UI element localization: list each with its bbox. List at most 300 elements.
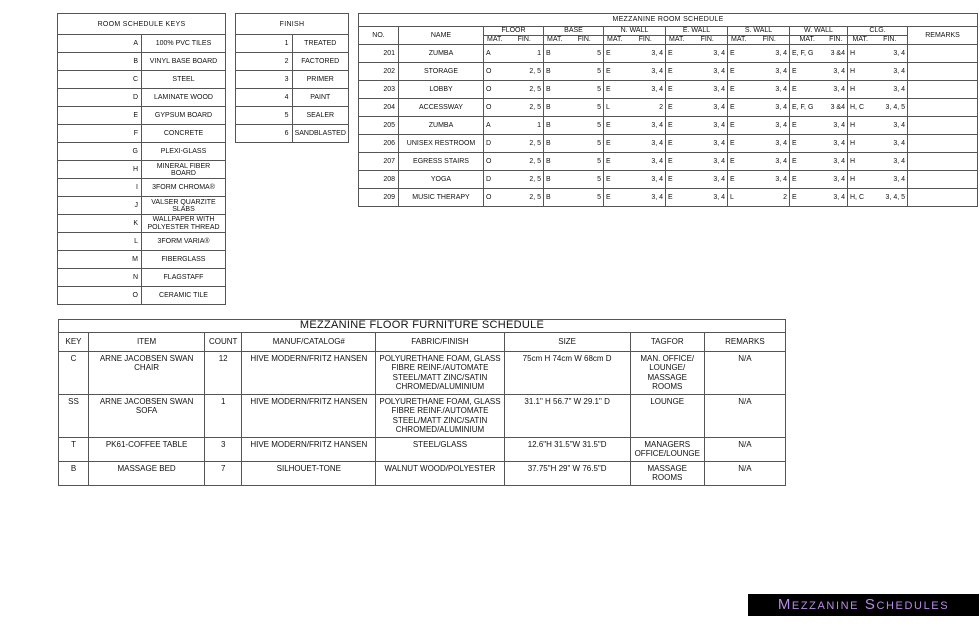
- room-material: H, C: [848, 189, 873, 207]
- finish-code: 4: [236, 89, 293, 107]
- room-schedule-header: S. WALL: [728, 27, 790, 36]
- room-finish: 3, 4: [626, 81, 666, 99]
- room-schedule-keys-table: [57, 13, 226, 305]
- room-material: O: [484, 189, 506, 207]
- room-schedule-header: N. WALL: [604, 27, 666, 36]
- finish-code: 3: [236, 71, 293, 89]
- page-title-badge: Mezzanine Schedules: [748, 594, 979, 616]
- room-material: B: [544, 171, 566, 189]
- room-key-code: B: [58, 53, 142, 71]
- room-schedule-header: REMARKS: [908, 27, 978, 45]
- room-schedule-row: [359, 135, 978, 153]
- room-remarks: [908, 99, 978, 117]
- room-material: E: [728, 171, 750, 189]
- room-schedule-sub-mat: MAT.: [728, 36, 750, 45]
- room-schedule-sub-fin: FIN.: [688, 36, 728, 45]
- room-finish: 5: [566, 63, 604, 81]
- furniture-count: 3: [205, 437, 242, 461]
- room-schedule-sub-fin: FIN.: [626, 36, 666, 45]
- room-schedule-sub-mat: MAT.: [666, 36, 688, 45]
- room-key-row: [58, 125, 226, 143]
- room-material: E: [728, 63, 750, 81]
- finish-value: PRIMER: [292, 71, 349, 89]
- room-material: E: [790, 135, 825, 153]
- room-material: H: [848, 135, 873, 153]
- room-schedule-header: E. WALL: [666, 27, 728, 36]
- furniture-manuf: HIVE MODERN/FRITZ HANSEN: [242, 437, 376, 461]
- furniture-manuf: SILHOUET-TONE: [242, 461, 376, 485]
- finish-value: TREATED: [292, 35, 349, 53]
- room-material: H: [848, 63, 873, 81]
- room-material: E: [666, 45, 688, 63]
- room-key-row: [58, 35, 226, 53]
- room-keys-body: [58, 35, 226, 305]
- finish-code: 2: [236, 53, 293, 71]
- room-material: H: [848, 45, 873, 63]
- room-schedule-sub-fin: FIN.: [873, 36, 908, 45]
- room-finish: 5: [566, 117, 604, 135]
- room-finish: 3, 4: [626, 63, 666, 81]
- furniture-row: [59, 394, 786, 437]
- room-finish: 3, 4: [825, 81, 848, 99]
- room-finish: 2, 5: [506, 189, 544, 207]
- room-material: O: [484, 81, 506, 99]
- finish-code: 1: [236, 35, 293, 53]
- room-key-value: STEEL: [142, 71, 226, 89]
- room-finish: 3, 4: [750, 81, 790, 99]
- furniture-remarks: N/A: [704, 461, 785, 485]
- room-key-code: K: [58, 215, 142, 233]
- finish-code: 5: [236, 107, 293, 125]
- room-remarks: [908, 117, 978, 135]
- room-finish: 3, 4: [873, 81, 908, 99]
- room-finish: 2: [626, 99, 666, 117]
- room-material: E: [790, 81, 825, 99]
- furniture-tagfor: LOUNGE: [630, 394, 704, 437]
- room-material: E: [604, 117, 626, 135]
- furniture-size: 31.1" H 56.7" W 29.1" D: [504, 394, 630, 437]
- room-finish: 3, 4: [688, 63, 728, 81]
- finish-value: FACTORED: [292, 53, 349, 71]
- room-key-row: [58, 287, 226, 305]
- room-key-row: [58, 233, 226, 251]
- room-material: E: [666, 135, 688, 153]
- room-material: L: [604, 99, 626, 117]
- room-finish: 3 &4: [825, 45, 848, 63]
- room-finish: 3, 4: [750, 135, 790, 153]
- room-material: E: [790, 171, 825, 189]
- room-schedule-sub-fin: FIN.: [566, 36, 604, 45]
- room-schedule-header-row: [359, 27, 978, 36]
- finish-value: SEALER: [292, 107, 349, 125]
- room-material: D: [484, 171, 506, 189]
- room-finish: 5: [566, 99, 604, 117]
- furniture-row: [59, 351, 786, 394]
- room-material: D: [484, 135, 506, 153]
- room-schedule-row: [359, 153, 978, 171]
- room-material: E: [728, 99, 750, 117]
- room-finish: 3, 4: [750, 63, 790, 81]
- room-finish: 3, 4, 5: [873, 189, 908, 207]
- room-remarks: [908, 45, 978, 63]
- room-material: E: [604, 81, 626, 99]
- room-finish: 3, 4: [688, 189, 728, 207]
- furniture-body: [59, 351, 786, 485]
- room-key-value: 100% PVC TILES: [142, 35, 226, 53]
- room-finish: 3, 4: [873, 63, 908, 81]
- furniture-manuf: HIVE MODERN/FRITZ HANSEN: [242, 394, 376, 437]
- room-number: 206: [359, 135, 399, 153]
- room-material: E: [728, 135, 750, 153]
- room-material: O: [484, 153, 506, 171]
- furniture-fabric: POLYURETHANE FOAM, GLASS FIBRE REINF./AUTOMATE STEEL/MATT ZINC/SATIN CHROMED/ALUMINIUM: [376, 394, 504, 437]
- room-material: B: [544, 45, 566, 63]
- room-schedule-row: [359, 81, 978, 99]
- room-key-code: H: [58, 161, 142, 179]
- furniture-remarks: N/A: [704, 351, 785, 394]
- room-material: L: [728, 189, 750, 207]
- room-key-code: E: [58, 107, 142, 125]
- room-schedule-sub-mat: MAT.: [604, 36, 626, 45]
- finish-code: 6: [236, 125, 293, 143]
- furniture-fabric: POLYURETHANE FOAM, GLASS FIBRE REINF./AUTOMATE STEEL/MATT ZINC/SATIN CHROMED/ALUMINIUM: [376, 351, 504, 394]
- room-key-code: M: [58, 251, 142, 269]
- room-schedule-row: [359, 99, 978, 117]
- furniture-count: 1: [205, 394, 242, 437]
- room-material: E: [666, 117, 688, 135]
- room-material: B: [544, 135, 566, 153]
- room-key-code: L: [58, 233, 142, 251]
- room-schedule-sub-mat: MAT.: [848, 36, 873, 45]
- room-remarks: [908, 153, 978, 171]
- room-finish: 3 &4: [825, 99, 848, 117]
- room-name: STORAGE: [399, 63, 484, 81]
- furniture-header: MANUF/CATALOG#: [242, 332, 376, 351]
- room-material: E: [666, 153, 688, 171]
- room-key-code: N: [58, 269, 142, 287]
- furniture-header: KEY: [59, 332, 89, 351]
- furniture-item: PK61-COFFEE TABLE: [89, 437, 205, 461]
- room-key-row: [58, 53, 226, 71]
- room-name: ACCESSWAY: [399, 99, 484, 117]
- room-material: B: [544, 63, 566, 81]
- room-name: ZUMBA: [399, 117, 484, 135]
- room-key-value: LAMINATE WOOD: [142, 89, 226, 107]
- room-schedule-body: [359, 45, 978, 207]
- room-schedule-header: FLOOR: [484, 27, 544, 36]
- room-material: E: [666, 81, 688, 99]
- room-finish: 3, 4: [750, 153, 790, 171]
- room-finish: 5: [566, 153, 604, 171]
- room-schedule-row: [359, 189, 978, 207]
- room-number: 209: [359, 189, 399, 207]
- room-key-row: [58, 89, 226, 107]
- room-finish: 2, 5: [506, 81, 544, 99]
- room-material: B: [544, 117, 566, 135]
- furniture-schedule-title: MEZZANINE FLOOR FURNITURE SCHEDULE: [59, 320, 786, 333]
- furniture-item: MASSAGE BED: [89, 461, 205, 485]
- room-number: 205: [359, 117, 399, 135]
- furniture-header: SIZE: [504, 332, 630, 351]
- room-finish: 3, 4: [825, 117, 848, 135]
- room-material: E: [604, 45, 626, 63]
- room-name: MUSIC THERAPY: [399, 189, 484, 207]
- finish-row: [236, 89, 349, 107]
- room-finish: 1: [506, 45, 544, 63]
- room-key-code: O: [58, 287, 142, 305]
- finish-body: [236, 35, 349, 143]
- furniture-header: TAGFOR: [630, 332, 704, 351]
- room-remarks: [908, 63, 978, 81]
- room-key-row: [58, 143, 226, 161]
- furniture-key: SS: [59, 394, 89, 437]
- room-schedule-sub-mat: MAT.: [544, 36, 566, 45]
- furniture-size: 37.75"H 29" W 76.5"D: [504, 461, 630, 485]
- room-schedule-sub-fin: FIN.: [506, 36, 544, 45]
- room-material: A: [484, 117, 506, 135]
- room-key-code: A: [58, 35, 142, 53]
- room-finish: 3, 4: [825, 153, 848, 171]
- room-schedule-row: [359, 63, 978, 81]
- furniture-tagfor: MASSAGE ROOMS: [630, 461, 704, 485]
- furniture-tagfor: MAN. OFFICE/ LOUNGE/ MASSAGE ROOMS: [630, 351, 704, 394]
- room-key-value: WALLPAPER WITH POLYESTER THREAD: [142, 215, 226, 233]
- room-material: E: [666, 189, 688, 207]
- room-schedule-header: NAME: [399, 27, 484, 45]
- finish-row: [236, 107, 349, 125]
- room-keys-title: ROOM SCHEDULE KEYS: [58, 14, 226, 35]
- furniture-key: T: [59, 437, 89, 461]
- room-material: E: [604, 153, 626, 171]
- room-finish: 3, 4: [825, 189, 848, 207]
- room-name: ZUMBA: [399, 45, 484, 63]
- room-number: 203: [359, 81, 399, 99]
- room-number: 208: [359, 171, 399, 189]
- furniture-row: [59, 437, 786, 461]
- room-finish: 3, 4: [626, 135, 666, 153]
- room-finish: 3, 4: [688, 135, 728, 153]
- room-finish: 3, 4: [873, 117, 908, 135]
- room-material: O: [484, 99, 506, 117]
- room-finish: 3, 4: [750, 171, 790, 189]
- furniture-remarks: N/A: [704, 437, 785, 461]
- furniture-header-row: [59, 332, 786, 351]
- room-finish: 2, 5: [506, 63, 544, 81]
- furniture-schedule-table: [58, 319, 786, 486]
- room-schedule-sub-mat: MAT.: [484, 36, 506, 45]
- room-finish: 2, 5: [506, 99, 544, 117]
- room-finish: 2: [750, 189, 790, 207]
- room-key-row: [58, 215, 226, 233]
- room-finish: 2, 5: [506, 135, 544, 153]
- finish-row: [236, 53, 349, 71]
- furniture-key: B: [59, 461, 89, 485]
- room-material: E: [790, 189, 825, 207]
- finish-value: SANDBLASTED: [292, 125, 349, 143]
- room-material: E, F, G: [790, 45, 825, 63]
- room-key-row: [58, 179, 226, 197]
- room-schedule-sub-fin: FIN.: [825, 36, 848, 45]
- room-key-row: [58, 161, 226, 179]
- room-finish: 3, 4: [626, 171, 666, 189]
- furniture-size: 12.6"H 31.5"W 31.5"D: [504, 437, 630, 461]
- finish-row: [236, 125, 349, 143]
- room-schedule-row: [359, 45, 978, 63]
- room-finish: 5: [566, 45, 604, 63]
- room-number: 207: [359, 153, 399, 171]
- room-material: E: [604, 189, 626, 207]
- room-key-code: G: [58, 143, 142, 161]
- room-finish: 5: [566, 135, 604, 153]
- room-key-code: J: [58, 197, 142, 215]
- room-key-value: PLEXI-GLASS: [142, 143, 226, 161]
- room-material: E: [728, 45, 750, 63]
- room-finish: 3, 4: [750, 117, 790, 135]
- room-finish: 3, 4: [626, 45, 666, 63]
- room-finish: 5: [566, 171, 604, 189]
- room-key-value: VALSER QUARZITE SLABS: [142, 197, 226, 215]
- room-name: YOGA: [399, 171, 484, 189]
- room-key-value: 3FORM CHROMA®: [142, 179, 226, 197]
- room-schedule-header: BASE: [544, 27, 604, 36]
- room-schedule-title: MEZZANINE ROOM SCHEDULE: [359, 14, 978, 27]
- room-material: H: [848, 171, 873, 189]
- finish-row: [236, 71, 349, 89]
- room-finish: 3, 4: [873, 171, 908, 189]
- room-key-value: FLAGSTAFF: [142, 269, 226, 287]
- room-schedule-table: [358, 13, 978, 207]
- furniture-header: FABRIC/FINISH: [376, 332, 504, 351]
- furniture-tagfor: MANAGERS OFFICE/LOUNGE: [630, 437, 704, 461]
- room-material: E: [790, 153, 825, 171]
- room-key-row: [58, 71, 226, 89]
- room-key-row: [58, 269, 226, 287]
- room-finish: 3, 4: [688, 45, 728, 63]
- room-schedule-sub-fin: FIN.: [750, 36, 790, 45]
- room-finish: 3, 4: [873, 45, 908, 63]
- room-finish: 3, 4: [688, 153, 728, 171]
- furniture-fabric: STEEL/GLASS: [376, 437, 504, 461]
- room-finish: 3, 4: [825, 63, 848, 81]
- room-number: 202: [359, 63, 399, 81]
- room-finish: 5: [566, 189, 604, 207]
- room-finish: 2, 5: [506, 153, 544, 171]
- room-number: 204: [359, 99, 399, 117]
- room-name: LOBBY: [399, 81, 484, 99]
- room-material: A: [484, 45, 506, 63]
- room-key-value: MINERAL FIBER BOARD: [142, 161, 226, 179]
- room-material: E: [790, 117, 825, 135]
- room-finish: 3, 4: [750, 45, 790, 63]
- room-finish: 2, 5: [506, 171, 544, 189]
- room-material: E: [728, 81, 750, 99]
- finish-title: FINISH: [236, 14, 349, 35]
- room-material: H: [848, 153, 873, 171]
- room-material: E: [728, 153, 750, 171]
- furniture-count: 7: [205, 461, 242, 485]
- room-key-value: 3FORM VARIA®: [142, 233, 226, 251]
- room-material: B: [544, 81, 566, 99]
- furniture-manuf: HIVE MODERN/FRITZ HANSEN: [242, 351, 376, 394]
- room-key-row: [58, 107, 226, 125]
- room-remarks: [908, 171, 978, 189]
- room-material: E: [728, 117, 750, 135]
- room-schedule-header: CLG.: [848, 27, 908, 36]
- room-key-code: C: [58, 71, 142, 89]
- finish-value: PAINT: [292, 89, 349, 107]
- room-finish: 3, 4: [626, 117, 666, 135]
- room-finish: 3, 4: [873, 135, 908, 153]
- room-schedule-row: [359, 117, 978, 135]
- room-key-code: D: [58, 89, 142, 107]
- room-finish: 3, 4, 5: [873, 99, 908, 117]
- furniture-row: [59, 461, 786, 485]
- room-material: E: [604, 63, 626, 81]
- furniture-size: 75cm H 74cm W 68cm D: [504, 351, 630, 394]
- room-key-value: VINYL BASE BOARD: [142, 53, 226, 71]
- finish-table: [235, 13, 349, 143]
- room-key-row: [58, 251, 226, 269]
- room-finish: 1: [506, 117, 544, 135]
- room-number: 201: [359, 45, 399, 63]
- furniture-item: ARNE JACOBSEN SWAN CHAIR: [89, 351, 205, 394]
- room-material: E: [666, 99, 688, 117]
- room-finish: 3, 4: [688, 117, 728, 135]
- room-remarks: [908, 189, 978, 207]
- room-key-code: F: [58, 125, 142, 143]
- room-name: EGRESS STAIRS: [399, 153, 484, 171]
- room-material: H, C: [848, 99, 873, 117]
- room-finish: 3, 4: [626, 189, 666, 207]
- room-key-code: I: [58, 179, 142, 197]
- room-key-value: GYPSUM BOARD: [142, 107, 226, 125]
- furniture-count: 12: [205, 351, 242, 394]
- room-material: O: [484, 63, 506, 81]
- furniture-remarks: N/A: [704, 394, 785, 437]
- room-finish: 3, 4: [688, 81, 728, 99]
- room-schedule-header: W. WALL: [790, 27, 848, 36]
- room-schedule-sub-mat: MAT.: [790, 36, 825, 45]
- furniture-header: COUNT: [205, 332, 242, 351]
- room-finish: 3, 4: [626, 153, 666, 171]
- room-material: E, F, G: [790, 99, 825, 117]
- room-material: H: [848, 117, 873, 135]
- furniture-item: ARNE JACOBSEN SWAN SOFA: [89, 394, 205, 437]
- room-remarks: [908, 81, 978, 99]
- room-material: B: [544, 99, 566, 117]
- room-material: E: [666, 63, 688, 81]
- room-key-value: CERAMIC TILE: [142, 287, 226, 305]
- furniture-header: ITEM: [89, 332, 205, 351]
- room-finish: 3, 4: [825, 135, 848, 153]
- room-material: H: [848, 81, 873, 99]
- furniture-key: C: [59, 351, 89, 394]
- room-material: E: [666, 171, 688, 189]
- room-finish: 3, 4: [825, 171, 848, 189]
- room-schedule-row: [359, 171, 978, 189]
- room-key-value: FIBERGLASS: [142, 251, 226, 269]
- furniture-header: REMARKS: [704, 332, 785, 351]
- room-material: E: [604, 135, 626, 153]
- room-material: B: [544, 189, 566, 207]
- room-material: E: [790, 63, 825, 81]
- room-key-value: CONCRETE: [142, 125, 226, 143]
- room-finish: 3, 4: [750, 99, 790, 117]
- room-schedule-header: NO.: [359, 27, 399, 45]
- room-material: B: [544, 153, 566, 171]
- room-finish: 3, 4: [688, 99, 728, 117]
- finish-row: [236, 35, 349, 53]
